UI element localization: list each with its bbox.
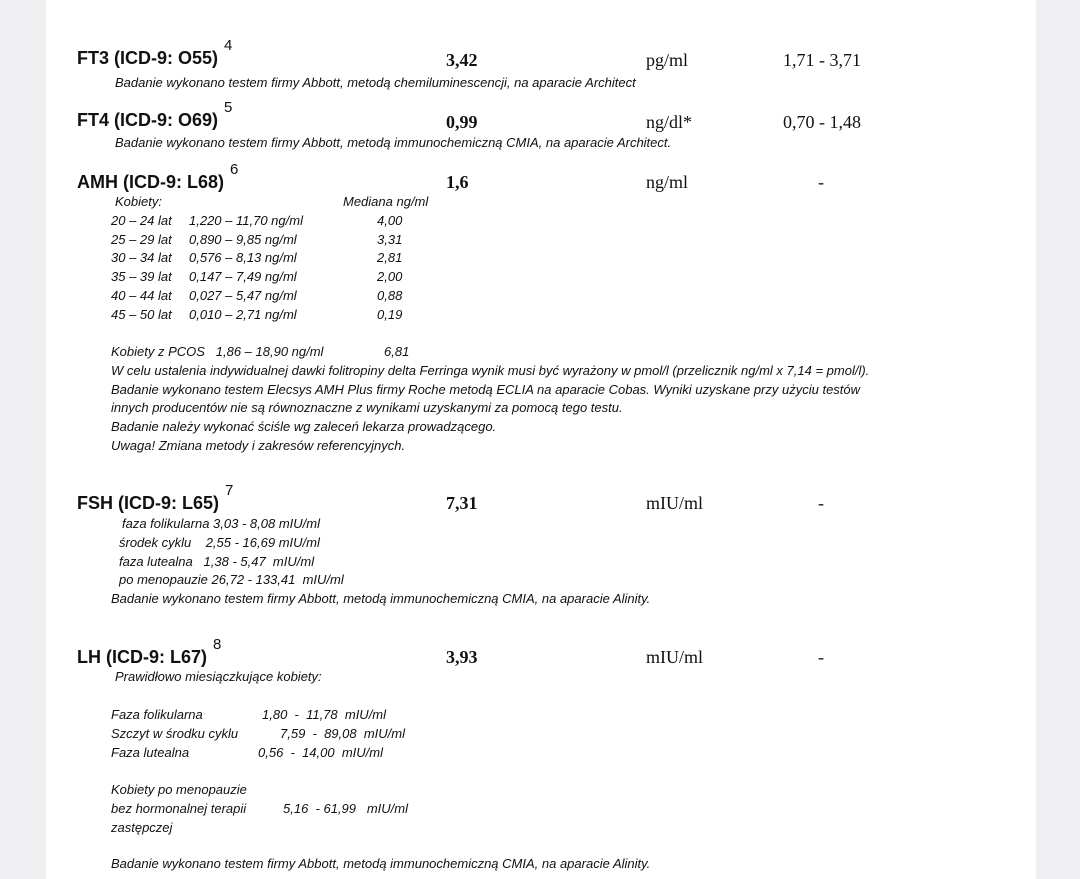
amh-note: Badanie należy wykonać ściśle wg zaleceń lekarza prowadzącego. — [111, 419, 497, 434]
amh-row-range: 0,576 – 8,13 ng/ml — [189, 250, 297, 265]
amh-row-range: 0,027 – 5,47 ng/ml — [189, 288, 297, 303]
amh-row-age: 35 – 39 lat — [111, 269, 172, 284]
ft3-name: FT3 (ICD-9: O55)$^4$ — [77, 37, 233, 68]
lh-phase-range: 1,80 - 11,78 mIU/ml — [262, 707, 387, 722]
amh-row-range: 0,890 – 9,85 ng/ml — [189, 232, 297, 247]
amh-range: - — [818, 172, 824, 192]
lh-phase-label: Szczyt w środku cyklu — [111, 726, 239, 741]
amh-row-median: 2,00 — [377, 269, 403, 284]
amh-footnote: 6 — [230, 161, 239, 178]
ft4-note: Badanie wykonano testem firmy Abbott, metodą immunochemiczną CMIA, na aparacie Architect. — [115, 135, 672, 150]
fsh-phase: faza lutealna 1,38 - 5,47 mIU/ml — [119, 554, 315, 569]
ft3-footnote: 4 — [224, 37, 233, 54]
ft3-note: Badanie wykonano testem firmy Abbott, metodą chemiluminescencji, na aparacie Architect — [115, 75, 636, 90]
ft4-value: 0,99 — [446, 112, 478, 132]
amh-row-median: 3,31 — [377, 232, 403, 247]
lh-menopause-range: 5,16 - 61,99 mIU/ml — [283, 801, 408, 816]
ft3-range: 1,71 - 3,71 — [783, 50, 861, 70]
lh-intro: Prawidłowo miesiączkujące kobiety: — [115, 669, 322, 684]
amh-unit: ng/ml — [646, 172, 689, 192]
lh-phase-label: Faza lutealna — [111, 745, 190, 760]
ft4-range: 0,70 - 1,48 — [783, 112, 861, 132]
lh-phase-label: Faza folikularna — [111, 707, 203, 722]
amh-pcos-label: Kobiety z PCOS 1,86 – 18,90 ng/ml — [111, 344, 324, 359]
amh-value: 1,6 — [446, 172, 469, 192]
amh-row-median: 2,81 — [377, 250, 403, 265]
fsh-range: - — [818, 493, 824, 513]
fsh-unit: mIU/ml — [646, 493, 703, 513]
lh-phase-range: 0,56 - 14,00 mIU/ml — [258, 745, 383, 760]
amh-pcos-median: 6,81 — [384, 344, 410, 359]
amh-header-left: Kobiety: — [115, 194, 162, 209]
lh-name: LH (ICD-9: L67)$^8$ — [77, 636, 222, 667]
lh-menopause-label: bez hormonalnej terapii — [111, 801, 247, 816]
fsh-name: FSH (ICD-9: L65)$^7$ — [77, 482, 234, 513]
amh-row-range: 0,010 – 2,71 ng/ml — [189, 307, 297, 322]
fsh-note: Badanie wykonano testem firmy Abbott, metodą immunochemiczną CMIA, na aparacie Alinity. — [111, 591, 651, 606]
ft4-name: FT4 (ICD-9: O69)$^5$ — [77, 99, 233, 130]
ft3-value: 3,42 — [446, 50, 478, 70]
lh-range: - — [818, 647, 824, 667]
ft4-unit: ng/dl* — [646, 112, 693, 132]
amh-row-age: 40 – 44 lat — [111, 288, 172, 303]
amh-note: Uwaga! Zmiana metody i zakresów referencyjnych. — [111, 438, 406, 453]
report-page — [46, 0, 1036, 879]
amh-row-age: 20 – 24 lat — [111, 213, 172, 228]
amh-row-age: 45 – 50 lat — [111, 307, 172, 322]
amh-row-median: 0,19 — [377, 307, 403, 322]
amh-header-right: Mediana ng/ml — [343, 194, 429, 209]
lh-unit: mIU/ml — [646, 647, 703, 667]
fsh-footnote: 7 — [225, 482, 234, 499]
fsh-phase: po menopauzie 26,72 - 133,41 mIU/ml — [119, 572, 344, 587]
amh-name: AMH (ICD-9: L68)$^6$ — [77, 161, 239, 192]
fsh-phase: środek cyklu 2,55 - 16,69 mIU/ml — [119, 535, 320, 550]
ft3-unit: pg/ml — [646, 50, 689, 70]
amh-row-median: 0,88 — [377, 288, 403, 303]
amh-note: Badanie wykonano testem Elecsys AMH Plus firmy Roche metodą ECLIA na aparacie Cobas. Wyniki uzyskane przy użyciu testów — [111, 382, 861, 397]
amh-row-age: 30 – 34 lat — [111, 250, 172, 265]
lh-menopause-label: Kobiety po menopauzie — [111, 782, 247, 797]
amh-note: innych producentów nie są równoznaczne z wynikami uzyskanymi za pomocą tego testu. — [111, 400, 623, 415]
lh-menopause-label: zastępczej — [111, 820, 173, 835]
lh-footnote: 8 — [213, 636, 222, 653]
lh-note: Badanie wykonano testem firmy Abbott, metodą immunochemiczną CMIA, na aparacie Alinity. — [111, 856, 651, 871]
amh-row-range: 1,220 – 11,70 ng/ml — [189, 213, 303, 228]
amh-row-age: 25 – 29 lat — [111, 232, 172, 247]
fsh-phase: faza folikularna 3,03 - 8,08 mIU/ml — [122, 516, 320, 531]
lh-phase-range: 7,59 - 89,08 mIU/ml — [280, 726, 405, 741]
amh-row-median: 4,00 — [377, 213, 403, 228]
ft4-footnote: 5 — [224, 99, 233, 116]
lh-value: 3,93 — [446, 647, 478, 667]
fsh-value: 7,31 — [446, 493, 478, 513]
amh-row-range: 0,147 – 7,49 ng/ml — [189, 269, 297, 284]
amh-note: W celu ustalenia indywidualnej dawki folitropiny delta Ferringa wynik musi być wyrażony w pmol/l (przelicznik ng/ml x 7,14 = pmol/l). — [111, 363, 870, 378]
